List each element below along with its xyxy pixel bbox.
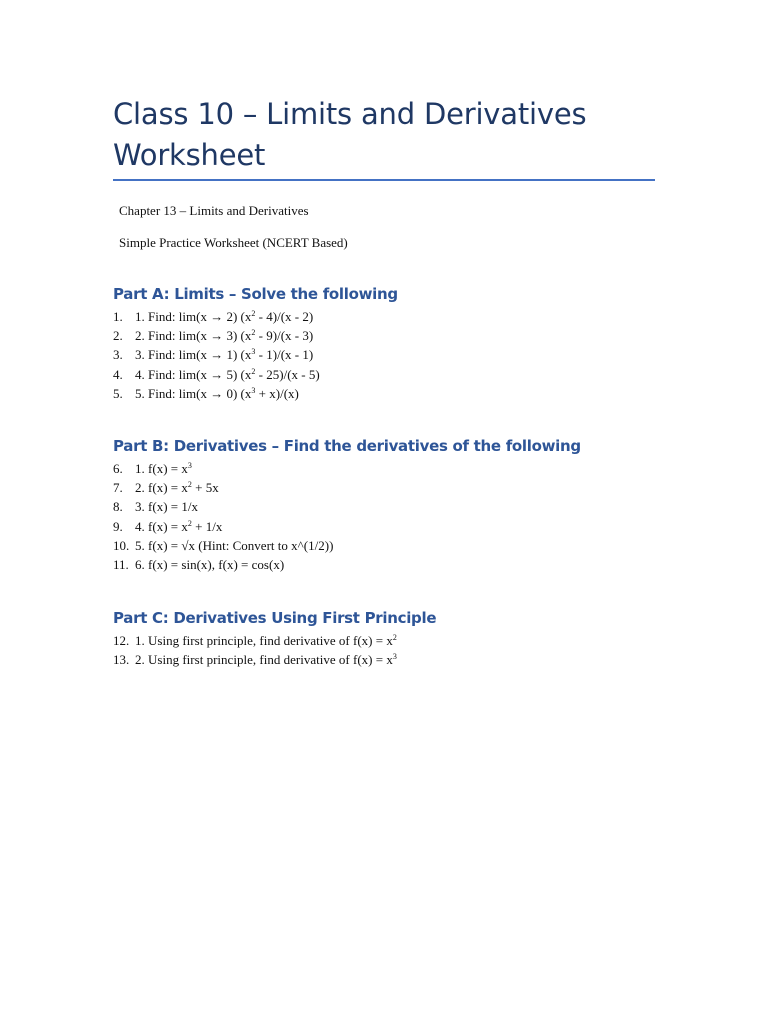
question-number: 4. [113, 366, 123, 382]
question-text: 4. Find: lim(x → 5) $(x^2 - 25)/(x - 5)$ [135, 366, 320, 382]
chapter-label: Chapter 13 – Limits and Derivatives [119, 203, 309, 218]
question-text: 1. Using first principle, find derivative of $f(x) = x^2$ [135, 633, 397, 648]
question-number: 11. [113, 556, 129, 572]
question-number: 2. [113, 328, 123, 344]
list-item [113, 497, 333, 516]
list-item [113, 536, 333, 555]
part-c-question-list [113, 631, 397, 669]
part-b-question-list [113, 459, 333, 574]
question-text: 3. f(x) = 1/x [135, 499, 198, 515]
list-item [113, 517, 333, 536]
list-item [113, 345, 320, 364]
list-item [113, 650, 397, 669]
page-title [113, 94, 673, 176]
list-item [113, 555, 333, 574]
list-item [113, 384, 320, 403]
question-number: 6. [113, 461, 123, 476]
part-b-heading: Part B: Derivatives – Find the derivatives of the following [113, 437, 581, 455]
question-number: 10. [113, 537, 130, 553]
list-item [113, 631, 397, 650]
question-text: 1. $f(x) = x^3$ [135, 461, 192, 476]
worksheet-subtitle: Simple Practice Worksheet (NCERT Based) [119, 235, 348, 250]
question-number: 5. [113, 385, 123, 401]
part-a-heading: Part A: Limits – Solve the following [113, 285, 398, 303]
list-item [113, 365, 320, 384]
question-text: 4. $f(x) = x^2 + 1/x$ [135, 518, 223, 534]
question-number: 8. [113, 499, 123, 515]
title-line-1: Class 10 – Limits and Derivatives [113, 97, 587, 131]
question-text: 2. Find: lim(x → 3) $(x^2 - 9)/(x - 3)$ [135, 328, 314, 344]
question-text: 5. Find: lim(x → 0) $(x^3 + x)/(x)$ [135, 385, 299, 401]
question-text: 5. f(x) = √x (Hint: Convert to x^(1/2)) [135, 537, 334, 553]
question-text: 2. Using first principle, find derivative of $f(x) = x^3$ [135, 652, 397, 668]
question-number: 9. [113, 518, 123, 534]
list-item [113, 478, 333, 497]
question-text: 1. Find: lim(x → 2) $(x^2 - 4)/(x - 2)$ [135, 309, 314, 324]
question-number: 3. [113, 347, 123, 363]
question-number: 7. [113, 480, 123, 496]
list-item [113, 326, 320, 345]
question-text: 2. $f(x) = x^2 + 5x$ [135, 480, 219, 496]
question-number: 1. [113, 309, 123, 324]
list-item [113, 307, 320, 326]
part-a-question-list [113, 307, 320, 403]
question-text: 3. Find: lim(x → 1) $(x^3 - 1)/(x - 1)$ [135, 347, 314, 363]
part-c-heading: Part C: Derivatives Using First Principle [113, 609, 437, 627]
question-number: 13. [113, 652, 130, 668]
question-number: 12. [113, 633, 130, 648]
title-underline-divider [113, 179, 655, 181]
list-item [113, 459, 333, 478]
title-line-2: Worksheet [113, 138, 266, 172]
question-text: 6. f(x) = sin(x), f(x) = cos(x) [135, 556, 285, 572]
